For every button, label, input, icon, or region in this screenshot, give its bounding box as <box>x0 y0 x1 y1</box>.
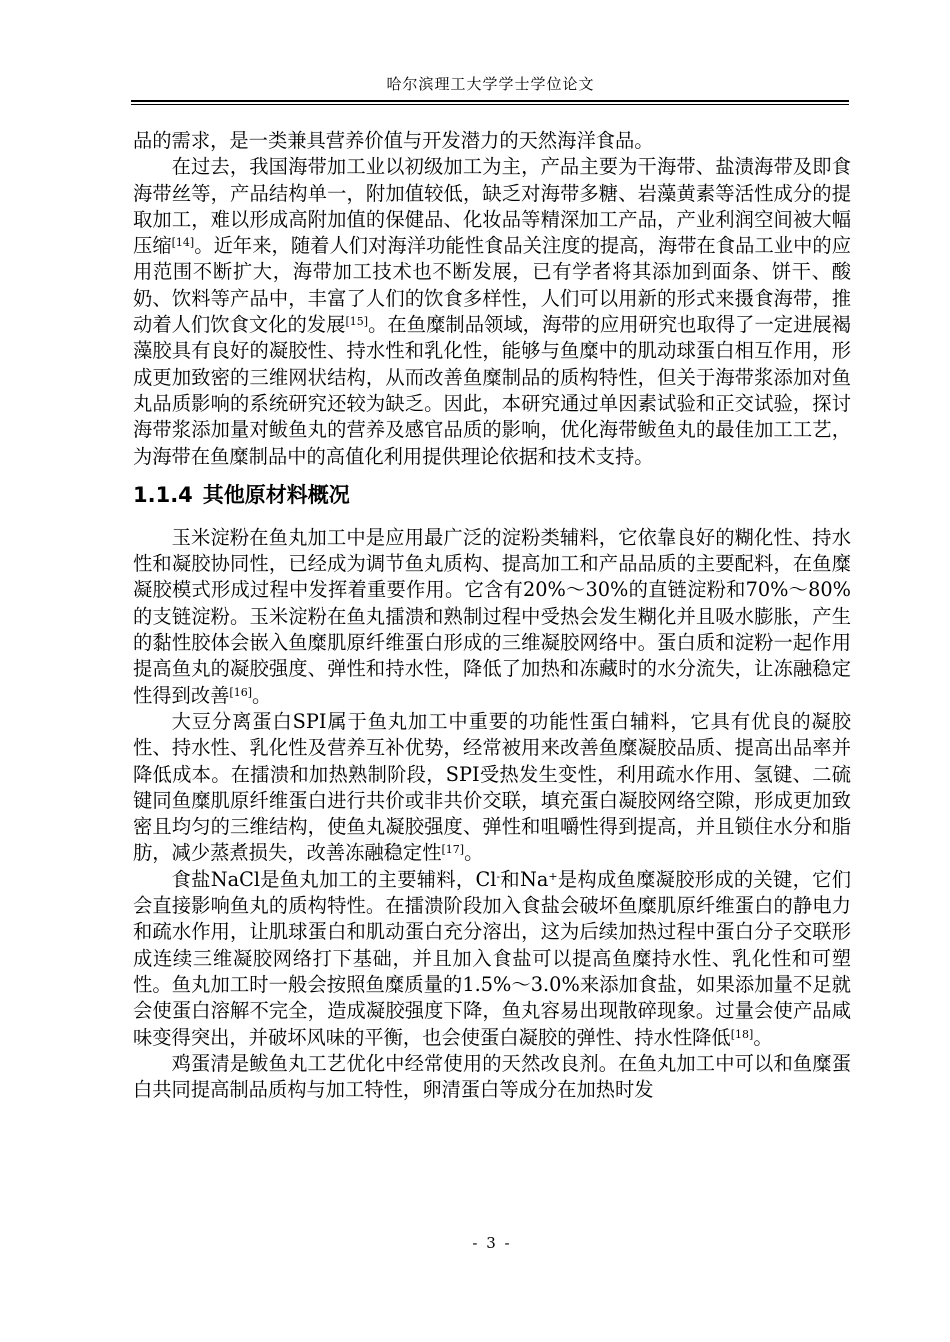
paragraph-salt: 食盐NaCl是鱼丸加工的主要辅料，Cl-和Na+是构成鱼糜凝胶形成的关键，它们会直接影响鱼丸的质构特性。在擂溃阶段加入食盐会破坏鱼糜肌原纤维蛋白的静电力和疏水作用，让肌球蛋白和肌动蛋白充分溶出，这为后续加热过程中蛋白分子交联形成连续三维凝胶网络打下基础，并且加入食盐可以提高鱼糜持水性、乳化性和可塑性。鱼丸加工时一般会按照鱼糜质量的1.5%～3.0%来添加食盐，如果添加量不足就会使蛋白溶解不完全，造成凝胶强度下降，鱼丸容易出现散碎现象。过量会使产品咸味变得突出，并破坏风味的平衡，也会使蛋白凝胶的弹性、持水性降低[18]。 <box>133 867 851 1049</box>
header-rule-thick <box>131 100 849 102</box>
citation-17: [17] <box>441 843 465 857</box>
citation-16: [16] <box>229 685 252 699</box>
citation-14: [14] <box>171 236 195 250</box>
paragraph-soy-protein: 大豆分离蛋白SPI属于鱼丸加工中重要的功能性蛋白辅料，它具有优良的凝胶性、持水性、乳化性及营养互补优势，经常被用来改善鱼糜凝胶品质、提高出品率并降低成本。在擂溃和加热熟制阶段，SPI受热发生变性，利用疏水作用、氢键、二硫键同鱼糜肌原纤维蛋白进行共价或非共价交联，填充蛋白凝胶网络空隙，形成更加致密且均匀的三维结构，使鱼丸凝胶强度、弹性和咀嚼性得到提高，并且锁住水分和脂肪，减少蒸煮损失，改善冻融稳定性[17]。 <box>133 709 851 865</box>
superscript-minus: - <box>496 869 501 883</box>
paragraph-egg-white: 鸡蛋清是鲅鱼丸工艺优化中经常使用的天然改良剂。在鱼丸加工中可以和鱼糜蛋白共同提高制品质构与加工特性，卵清蛋白等成分在加热时发 <box>133 1051 851 1102</box>
page-number: - 3 - <box>472 1234 512 1252</box>
citation-18: [18] <box>730 1027 754 1041</box>
citation-15: [15] <box>345 315 369 329</box>
paragraph-continuation: 品的需求，是一类兼具营养价值与开发潜力的天然海洋食品。 <box>133 129 654 152</box>
paragraph-corn-starch: 玉米淀粉在鱼丸加工中是应用最广泛的淀粉类辅料，它依靠良好的糊化性、持水性和凝胶协同性，已经成为调节鱼丸质构、提高加工和产品品质的主要配料，在鱼糜凝胶模式形成过程中发挥着重要作用。它含有20%～30%的直链淀粉和70%～80%的支链淀粉。玉米淀粉在鱼丸擂溃和熟制过程中受热会发生糊化并且吸水膨胀，产生的黏性胶体会嵌入鱼糜肌原纤维蛋白形成的三维凝胶网络中。蛋白质和淀粉一起作用提高鱼丸的凝胶强度、弹性和持水性，降低了加热和冻藏时的水分流失，让冻融稳定性得到改善[16]。 <box>133 525 851 707</box>
section-number: 1.1.4 <box>133 482 193 507</box>
page-body <box>133 128 851 1103</box>
page-header: 哈尔滨理工大学学士学位论文 <box>386 75 595 93</box>
section-title: 其他原材料概况 <box>202 482 350 507</box>
header-rule-thin <box>131 104 849 105</box>
section-heading <box>133 470 851 525</box>
paragraph-kelp-processing: 在过去，我国海带加工业以初级加工为主，产品主要为干海带、盐渍海带及即食海带丝等，产品结构单一，附加值较低，缺乏对海带多糖、岩藻黄素等活性成分的提取加工，难以形成高附加值的保健品、化妆品等精深加工产品，产业利润空间被大幅压缩[14]。近年来，随着人们对海洋功能性食品关注度的提高，海带在食品工业中的应用范围不断扩大，海带加工技术也不断发展，已有学者将其添加到面条、饼干、酸奶、饮料等产品中，丰富了人们的饮食多样性，人们可以用新的形式来摄食海带，推动着人们饮食文化的发展[15]。在鱼糜制品领域，海带的应用研究也取得了一定进展褐藻胶具有良好的凝胶性、持水性和乳化性，能够与鱼糜中的肌动球蛋白相互作用，形成更加致密的三维网状结构，从而改善鱼糜制品的质构特性，但关于海带浆添加对鱼丸品质影响的系统研究还较为缺乏。因此，本研究通过单因素试验和正交试验，探讨海带浆添加量对鲅鱼丸的营养及感官品质的影响，优化海带鲅鱼丸的最佳加工工艺，为海带在鱼糜制品中的高值化利用提供理论依据和技术支持。 <box>133 155 852 468</box>
superscript-plus: + <box>548 869 558 883</box>
